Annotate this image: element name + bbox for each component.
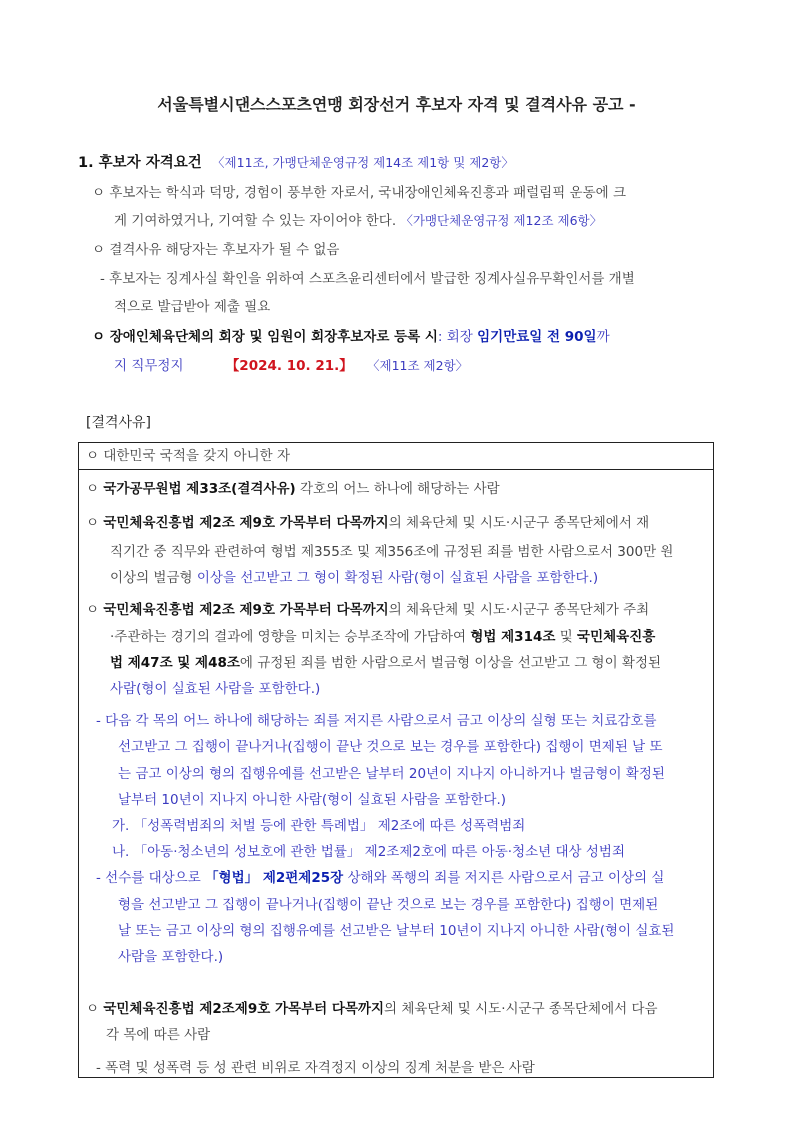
disq-sub-1-line1: - 다음 각 목의 어느 하나에 해당하는 죄를 저지른 사람으로서 금고 이상의 실형 또는 치료감호를 bbox=[96, 713, 657, 729]
box-divider bbox=[78, 469, 714, 470]
disq-item-3-highlight: 이상을 선고받고 그 형이 확정된 사람(형이 실효된 사람을 포함한다.) bbox=[196, 570, 599, 586]
disq-item-5-line2: 각 목에 따른 사람 bbox=[106, 1027, 211, 1043]
requirement-note-line1: - 후보자는 징계사실 확인을 위하여 스포츠윤리센터에서 발급한 징계사실유무확인서를 개별 bbox=[100, 271, 635, 287]
requirement-3-tail: 까 bbox=[596, 329, 610, 345]
page-title: 서울특별시댄스스포츠연맹 회장선거 후보자 자격 및 결격사유 공고 - bbox=[157, 95, 636, 114]
disq-item-2 bbox=[86, 479, 500, 499]
requirement-1-ref: 〈가맹단체운영규정 제12조 제6항〉 bbox=[400, 213, 603, 228]
bullet: ㅇ bbox=[86, 515, 104, 531]
disq-sub-1-line3: 는 금고 이상의 형의 집행유예를 선고받은 날부터 20년이 지나지 아니하거나 벌금형이 확정된 bbox=[118, 766, 665, 782]
disq-item-4-line2 bbox=[110, 627, 655, 647]
law-ref: 국가공무원법 제33조(결격사유) bbox=[103, 481, 296, 497]
disq-sub-2-text: 상해와 폭행의 죄를 저지른 사람으로서 금고 이상의 실 bbox=[343, 870, 665, 886]
disq-item-5-line1 bbox=[86, 999, 658, 1019]
disqualification-box bbox=[78, 442, 714, 1078]
disq-item-4-text: 의 체육단체 및 시도·시군구 종목단체가 주최 bbox=[388, 602, 650, 618]
law-ref: 국민체육진흥법 제2조 제9호 가목부터 다목까지 bbox=[103, 602, 389, 618]
requirement-3-line2 bbox=[114, 356, 468, 376]
requirement-1-line1: ㅇ 후보자는 학식과 덕망, 경험이 풍부한 자로서, 국내장애인체육진흥과 패럴림픽 운동에 크 bbox=[92, 185, 627, 201]
disq-sub-3: - 폭력 및 성폭력 등 성 관련 비위로 자격정지 이상의 징계 처분을 받은 사람 bbox=[96, 1060, 535, 1076]
disq-item-4-line1 bbox=[86, 600, 649, 620]
requirement-3-suspend: 지 직무정지 bbox=[114, 358, 184, 374]
disq-item-4-line3 bbox=[110, 653, 661, 673]
disq-item-3-line1 bbox=[86, 513, 649, 533]
disq-sub-2-line1 bbox=[96, 868, 664, 888]
disq-item-4-line4: 사람(형이 실효된 사람을 포함한다.) bbox=[110, 681, 321, 697]
disq-sub-2-line2: 형을 선고받고 그 집행이 끝나거나(집행이 끝난 것으로 보는 경우를 포함한다) 집행이 면제된 bbox=[118, 897, 659, 913]
disq-sub-1-line2: 선고받고 그 집행이 끝나거나(집행이 끝난 것으로 보는 경우를 포함한다) 집행이 면제된 날 또 bbox=[118, 739, 663, 755]
law-ref: 국민체육진흥 bbox=[577, 629, 656, 645]
term-expiry-highlight: 임기만료일 전 90일 bbox=[477, 329, 597, 345]
requirement-2: ㅇ 결격사유 해당자는 후보자가 될 수 없음 bbox=[92, 242, 340, 258]
requirement-note-line2: 적으로 발급받아 제출 필요 bbox=[114, 299, 271, 315]
law-ref: 「형법」 제2편제25장 bbox=[205, 870, 344, 886]
disq-item-3-text: 의 체육단체 및 시도·시군구 종목단체에서 재 bbox=[388, 515, 650, 531]
section1-heading: 1. 후보자 자격요건 bbox=[78, 155, 202, 171]
disq-item-3-line3 bbox=[110, 568, 598, 588]
suspension-date: 【2024. 10. 21.】 bbox=[225, 358, 353, 374]
bullet: ㅇ bbox=[86, 1001, 104, 1017]
requirement-3-text: : 회장 bbox=[437, 329, 478, 345]
bullet: ㅇ bbox=[86, 602, 104, 618]
law-ref: 국민체육진흥법 제2조제9호 가목부터 다목까지 bbox=[103, 1001, 385, 1017]
requirement-3-bold: ㅇ 장애인체육단체의 회장 및 임원이 회장후보자로 등록 시 bbox=[92, 329, 438, 345]
disq-sub-2-text: - 선수를 대상으로 bbox=[96, 870, 206, 886]
disq-item-5-text: 의 체육단체 및 시도·시군구 종목단체에서 다음 bbox=[384, 1001, 658, 1017]
requirement-1-text: 게 기여하였거나, 기여할 수 있는 자이어야 한다. bbox=[114, 213, 397, 229]
disq-item-4-text: 에 규정된 죄를 범한 사람으로서 벌금형 이상을 선고받고 그 형이 확정된 bbox=[239, 655, 662, 671]
disq-sub-2-line4: 사람을 포함한다.) bbox=[118, 949, 224, 965]
law-ref: 법 제47조 및 제48조 bbox=[110, 655, 240, 671]
connector: 및 bbox=[555, 629, 578, 645]
requirement-3-ref: 〈제11조 제2항〉 bbox=[367, 358, 469, 373]
disq-item-1: ㅇ 대한민국 국적을 갖지 아니한 자 bbox=[86, 448, 291, 464]
law-ref: 국민체육진흥법 제2조 제9호 가목부터 다목까지 bbox=[103, 515, 389, 531]
disq-item-2-text: 각호의 어느 하나에 해당하는 사람 bbox=[295, 481, 500, 497]
disq-sub-1-na: 나. 「아동·청소년의 성보호에 관한 법률」 제2조제2호에 따른 아동·청소년 대상 성범죄 bbox=[112, 844, 625, 860]
section1-heading-line bbox=[78, 153, 514, 173]
disq-sub-1-ga: 가. 「성폭력범죄의 처벌 등에 관한 특례법」 제2조에 따른 성폭력범죄 bbox=[112, 818, 526, 834]
disq-item-3-line2: 직기간 중 직무와 관련하여 형법 제355조 및 제356조에 규정된 죄를 범한 사람으로서 300만 원 bbox=[110, 544, 674, 560]
disq-item-3-text: 이상의 벌금형 bbox=[110, 570, 197, 586]
requirement-3-line1 bbox=[92, 327, 610, 347]
disq-item-4-text: ·주관하는 경기의 결과에 영향을 미치는 승부조작에 가담하여 bbox=[110, 629, 471, 645]
disqualification-heading: [결격사유] bbox=[86, 415, 152, 431]
disq-sub-2-line3: 날 또는 금고 이상의 형의 집행유예를 선고받은 날부터 10년이 지나지 아니한 사람(형이 실효된 bbox=[118, 923, 675, 939]
requirement-1-line2 bbox=[114, 211, 602, 231]
law-ref: 형법 제314조 bbox=[470, 629, 556, 645]
disq-sub-1-line4: 날부터 10년이 지나지 아니한 사람(형이 실효된 사람을 포함한다.) bbox=[118, 792, 507, 808]
section1-heading-ref: 〈제11조, 가맹단체운영규정 제14조 제1항 및 제2항〉 bbox=[212, 155, 514, 170]
bullet: ㅇ bbox=[86, 481, 104, 497]
